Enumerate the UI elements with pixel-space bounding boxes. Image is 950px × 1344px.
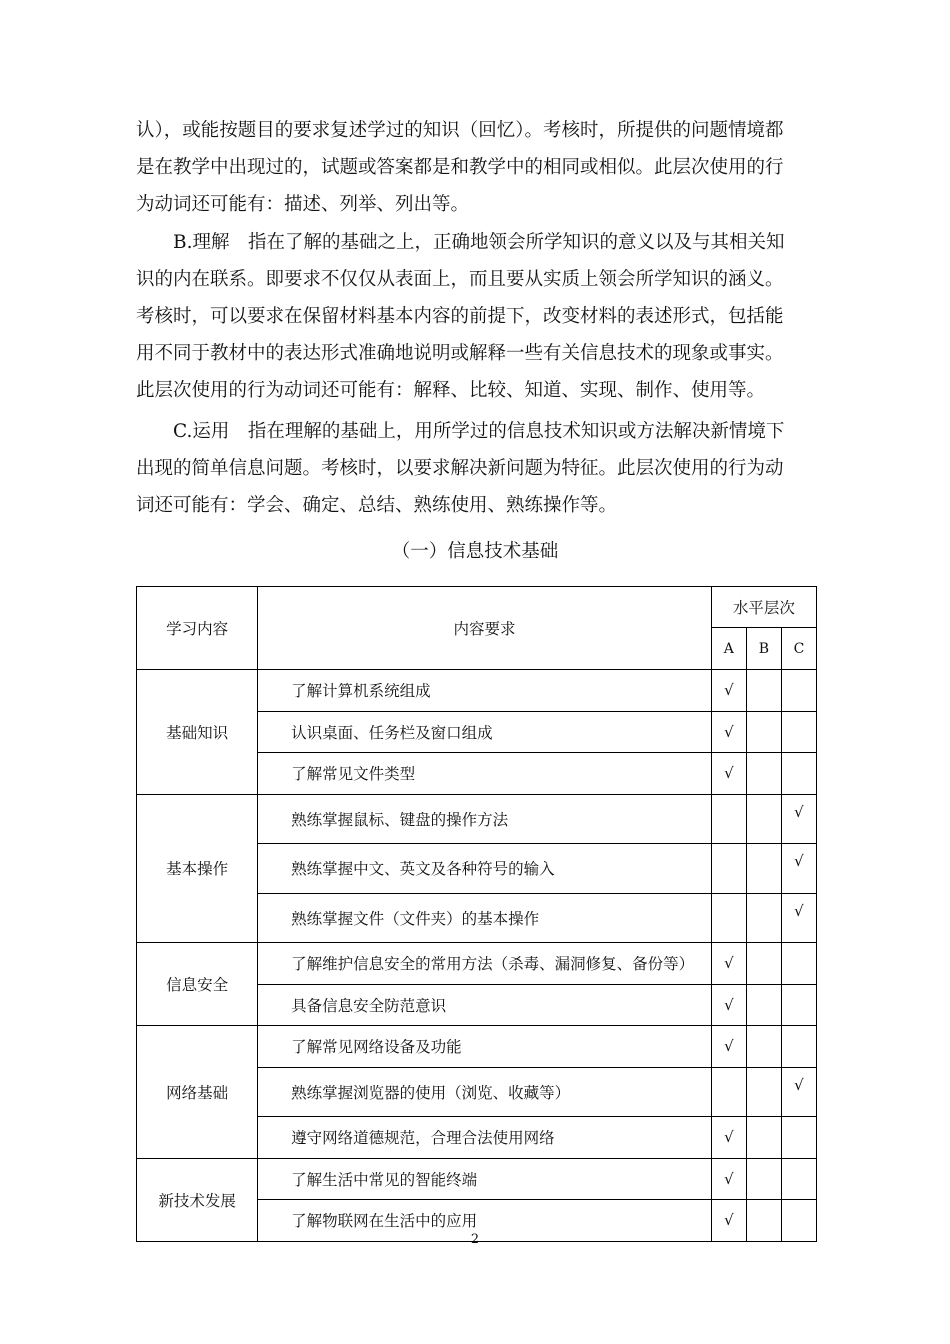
paragraph-line: 考核时，可以要求在保留材料基本内容的前提下，改变材料的表述形式，包括能 [136, 306, 784, 327]
table-row [137, 1026, 817, 1068]
category-cell: 新技术发展 [137, 1158, 258, 1241]
level-c-cell [781, 1026, 816, 1068]
level-b-cell [746, 753, 781, 795]
paragraph-line: 出现的简单信息问题。考核时，以要求解决新问题为特征。此层次使用的行为动 [136, 458, 784, 479]
paragraph-line: 用不同于教材中的表达形式准确地说明或解释一些有关信息技术的现象或事实。 [136, 343, 784, 364]
paragraph-line: C.运用 指在理解的基础上，用所学过的信息技术知识或方法解决新情境下 [173, 421, 785, 442]
header-learning-content: 学习内容 [137, 587, 258, 670]
level-b-cell [746, 794, 781, 844]
paragraph-line: 识的内在联系。即要求不仅仅从表面上，而且要从实质上领会所学知识的涵义。 [136, 269, 784, 290]
paragraph-recall [136, 112, 816, 223]
level-a-cell [711, 794, 746, 844]
table-title: （一）信息技术基础 [391, 541, 559, 562]
header-level-c: C [781, 628, 816, 670]
requirements-table-body [137, 587, 817, 1242]
level-c-cell: √ [781, 794, 816, 844]
level-a-cell: √ [711, 670, 746, 712]
table-row [137, 794, 817, 844]
table-row [137, 670, 817, 712]
requirement-cell: 了解常见网络设备及功能 [258, 1026, 712, 1068]
level-b-cell [746, 984, 781, 1026]
level-c-cell: √ [781, 1067, 816, 1117]
requirement-cell: 了解维护信息安全的常用方法（杀毒、漏洞修复、备份等） [258, 943, 712, 985]
level-c-cell [781, 1117, 816, 1159]
table-row [137, 1158, 817, 1200]
level-b-cell [746, 943, 781, 985]
level-c-cell [781, 1158, 816, 1200]
requirements-table [136, 586, 817, 1242]
paragraph-apply [136, 413, 816, 524]
requirement-cell: 熟练掌握浏览器的使用（浏览、收藏等） [258, 1067, 712, 1117]
paragraph-line: B.理解 指在了解的基础之上，正确地领会所学知识的意义以及与其相关知 [173, 232, 785, 253]
paragraph-line: 此层次使用的行为动词还可能有：解释、比较、知道、实现、制作、使用等。 [136, 380, 766, 401]
level-c-cell [781, 753, 816, 795]
level-b-cell [746, 1158, 781, 1200]
level-a-cell: √ [711, 1026, 746, 1068]
category-cell: 网络基础 [137, 1026, 258, 1159]
level-a-cell [711, 893, 746, 943]
requirement-cell: 具备信息安全防范意识 [258, 984, 712, 1026]
level-b-cell [746, 711, 781, 753]
level-b-cell [746, 844, 781, 894]
category-cell: 基本操作 [137, 794, 258, 943]
level-c-cell: √ [781, 844, 816, 894]
table-header-row [137, 587, 817, 628]
level-a-cell: √ [711, 1158, 746, 1200]
level-a-cell: √ [711, 1200, 746, 1242]
level-b-cell [746, 1117, 781, 1159]
requirement-cell: 认识桌面、任务栏及窗口组成 [258, 711, 712, 753]
level-b-cell [746, 893, 781, 943]
level-c-cell [781, 943, 816, 985]
table-row [137, 943, 817, 985]
level-c-cell [781, 670, 816, 712]
requirement-cell: 熟练掌握文件（文件夹）的基本操作 [258, 893, 712, 943]
requirement-cell: 了解物联网在生活中的应用 [258, 1200, 712, 1242]
level-c-cell: √ [781, 893, 816, 943]
header-level-b: B [746, 628, 781, 670]
requirement-cell: 熟练掌握中文、英文及各种符号的输入 [258, 844, 712, 894]
requirement-cell: 熟练掌握鼠标、键盘的操作方法 [258, 794, 712, 844]
category-cell: 基础知识 [137, 670, 258, 795]
level-a-cell [711, 844, 746, 894]
header-content-requirement: 内容要求 [258, 587, 712, 670]
category-cell: 信息安全 [137, 943, 258, 1026]
level-a-cell: √ [711, 984, 746, 1026]
paragraph-understand [136, 224, 816, 409]
level-c-cell [781, 711, 816, 753]
level-a-cell [711, 1067, 746, 1117]
paragraph-line: 认），或能按题目的要求复述学过的知识（回忆）。考核时，所提供的问题情境都 [136, 120, 784, 141]
level-c-cell [781, 984, 816, 1026]
level-a-cell: √ [711, 753, 746, 795]
level-b-cell [746, 670, 781, 712]
level-b-cell [746, 1067, 781, 1117]
header-level: 水平层次 [711, 587, 816, 628]
level-b-cell [746, 1026, 781, 1068]
requirement-cell: 遵守网络道德规范，合理合法使用网络 [258, 1117, 712, 1159]
level-a-cell: √ [711, 1117, 746, 1159]
requirement-cell: 了解常见文件类型 [258, 753, 712, 795]
requirement-cell: 了解生活中常见的智能终端 [258, 1158, 712, 1200]
requirement-cell: 了解计算机系统组成 [258, 670, 712, 712]
paragraph-line: 词还可能有：学会、确定、总结、熟练使用、熟练操作等。 [136, 495, 618, 516]
page-number: 2 [470, 1232, 480, 1247]
level-a-cell: √ [711, 711, 746, 753]
paragraph-line: 为动词还可能有：描述、列举、列出等。 [136, 194, 470, 215]
paragraph-line: 是在教学中出现过的，试题或答案都是和教学中的相同或相似。此层次使用的行 [136, 157, 784, 178]
header-level-a: A [711, 628, 746, 670]
level-a-cell: √ [711, 943, 746, 985]
